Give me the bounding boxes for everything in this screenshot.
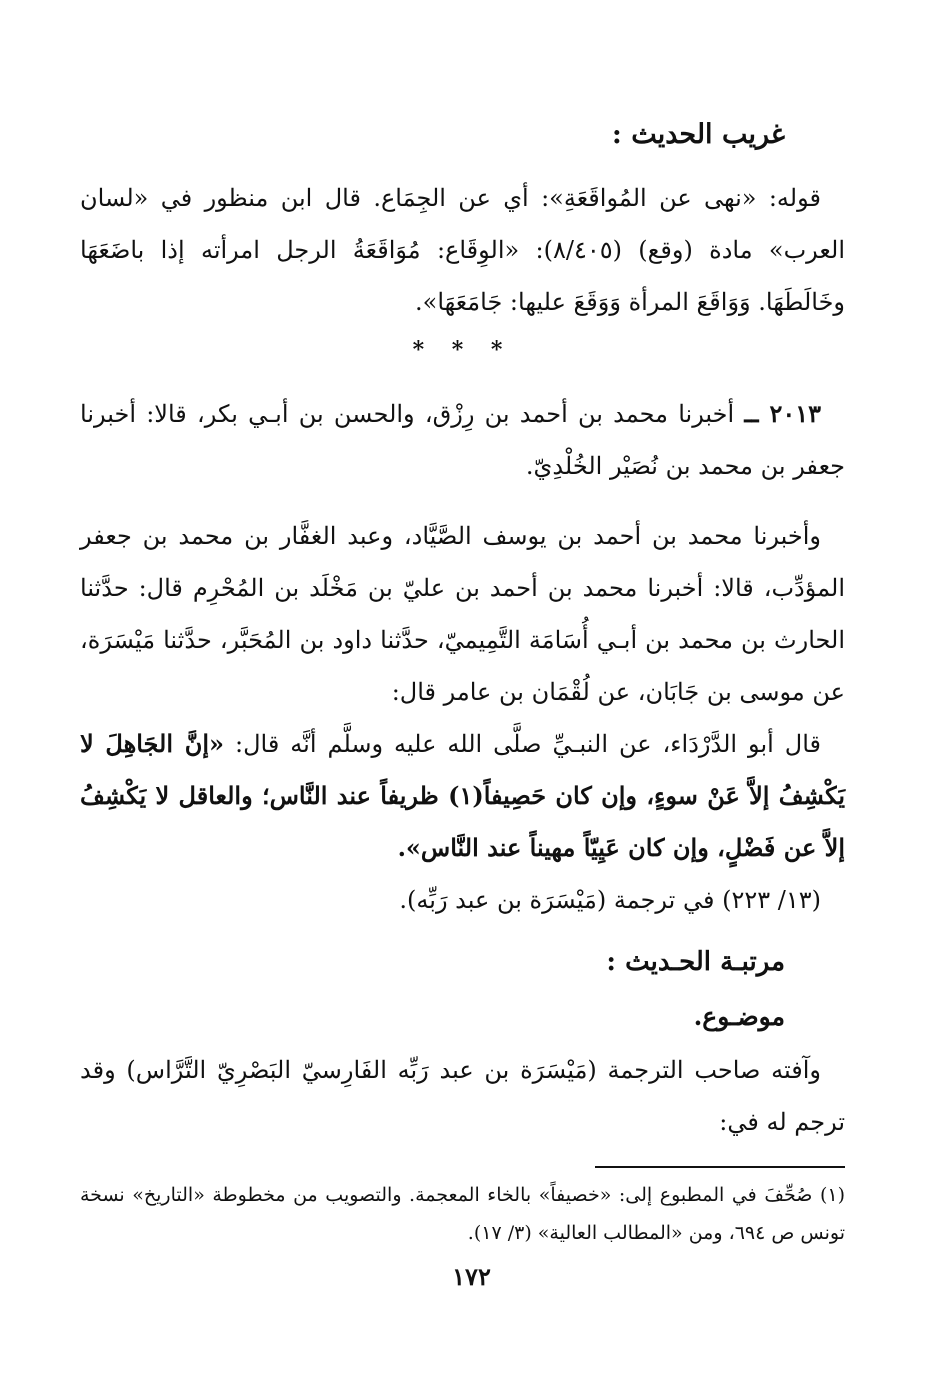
gharib-paragraph: قوله: «نهى عن المُواقَعَةِ»: أي عن الجِمَاع. قال ابن منظور في «لسان العرب» مادة (وقع) (٨/٤٠٥): «الوِقَاع: مُوَاقَعَةُ الرجل امرأته إذا باضَعَهَا وخَالَطَهَا. وَوَاقَعَ المرأة وَوَقَعَ عليها: جَامَعَهَا». (80, 184, 845, 316)
gharib-heading: غريب الحديث : (611, 119, 785, 150)
hadith-number: ٢٠١٣ ــ (744, 399, 821, 428)
rutba-paragraph: وآفته صاحب الترجمة (مَيْسَرَة بن عبد رَبِّه الفَارِسيّ البَصْرِيّ التَّرَّاس) وقد ترجم له في: (80, 1056, 845, 1136)
hadith-matn-text: «إنَّ الجَاهِلَ لا يَكْشِفُ إلاَّ عَنْ سوءٍ، وإن كان حَصِيفاً(١) ظريفاً عند النَّاس؛ والعاقل لا يَكْشِفُ إلاَّ عن فَضْلٍ، وإن كان عَيِيّاً مهيناً عند النَّاس». (80, 729, 845, 862)
hadith-matn-intro: قال أبو الدَّرْدَاء، عن النبـيِّ صلَّى الله عليه وسلَّم أنَّه قال: (224, 730, 822, 758)
hadith-reference: (١٣/ ٢٢٣) في ترجمة (مَيْسَرَة بن عبد رَبِّه). (399, 886, 821, 914)
hadith-isnad-1 (80, 388, 845, 492)
hadith-isnad-1-text: أخبرنا محمد بن أحمد بن رِزْق، والحسن بن أبـي بكر، قالا: أخبرنا جعفر بن محمد بن نُصَيْر الخُلْدِيّ. (80, 400, 845, 480)
hadith-matn (80, 718, 845, 874)
section-separator: * * * (412, 337, 513, 363)
rutba-heading: مرتبـة الحـديث : (606, 947, 785, 977)
footnote-divider (595, 1166, 845, 1168)
page-number: ١٧٢ (452, 1262, 491, 1291)
hadith-isnad-2: وأخبرنا محمد بن أحمد بن يوسف الصَّيَّاد، وعبد الغفَّار بن محمد بن جعفر المؤدِّب، قالا: أخبرنا محمد بن أحمد بن عليّ بن مَخْلَد بن المُحْرِم قال: حدَّثنا الحارث بن محمد بن أبـي أُسَامَة التَّمِيميّ، حدَّثنا داود بن المُحَبَّر، حدَّثنا مَيْسَرَة، عن موسى بن جَابَان، عن لُقْمَان بن عامر قال: (80, 522, 845, 706)
page-body (80, 110, 845, 1252)
footnote: (١) صُحِّفَ في المطبوع إلى: «خصيفاً» بالخاء المعجمة. والتصويب من مخطوطة «التاريخ» نسخة تونس ص ٦٩٤، ومن «المطالب العالية» (٣/ ١٧). (80, 1184, 845, 1244)
rutba-verdict: موضـوع. (693, 1002, 785, 1031)
